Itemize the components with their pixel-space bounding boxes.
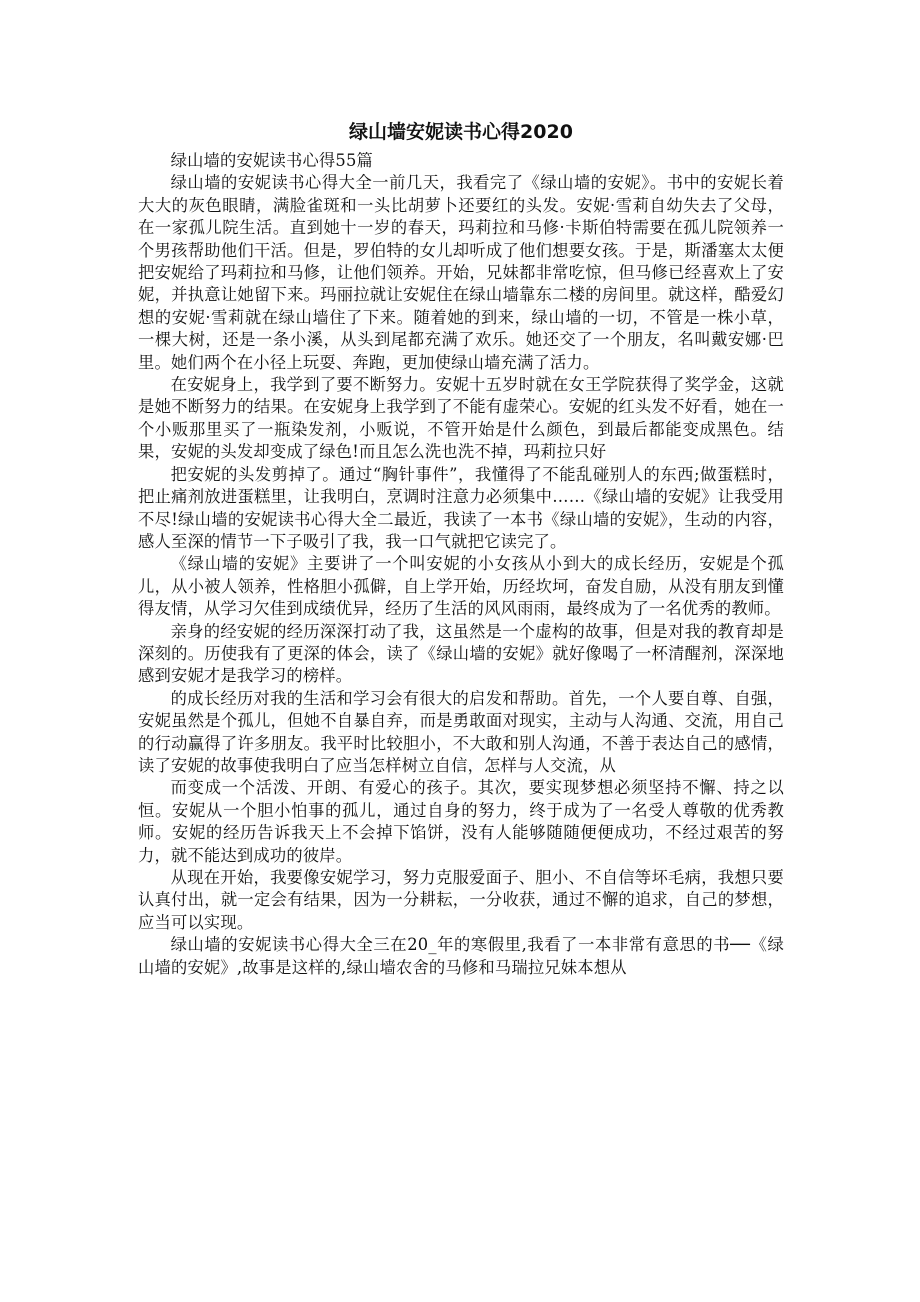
- paragraph-subtitle: 绿山墙的安妮读书心得55篇: [170, 151, 374, 170]
- paragraph: 把安妮的头发剪掉了。通过“胸针事件”，我懂得了不能乱碰别人的东西;做蛋糕时，把止痛剂放进蛋糕里，让我明白，烹调时注意力必须集中……《绿山墙的安妮》让我受用不尽!绿山墙的安妮读书心得大全二最近，我读了一本书《绿山墙的安妮》，生动的内容，感人至深的情节一下子吸引了我，我一口气就把它读完了。: [138, 464, 784, 551]
- document-page: [138, 118, 784, 979]
- paragraph: 而变成一个活泼、开朗、有爱心的孩子。其次，要实现梦想必须坚持不懈、持之以恒。安妮从一个胆小怕事的孤儿，通过自身的努力，终于成为了一名受人尊敬的优秀教师。安妮的经历告诉我天上不会掉下馅饼，没有人能够随随便便成功，不经过艰苦的努力，就不能达到成功的彼岸。: [138, 778, 784, 865]
- paragraph: 从现在开始，我要像安妮学习，努力克服爱面子、胆小、不自信等坏毛病，我想只要认真付出，就一定会有结果，因为一分耕耘，一分收获，通过不懈的追求，自己的梦想，应当可以实现。: [138, 868, 784, 932]
- paragraph: 绿山墙的安妮读书心得大全三在20_年的寒假里,我看了一本非常有意思的书──《绿山墙的安妮》,故事是这样的,绿山墙农舍的马修和马瑞拉兄妹本想从: [138, 935, 784, 977]
- paragraph: 的成长经历对我的生活和学习会有很大的启发和帮助。首先，一个人要自尊、自强，安妮虽然是个孤儿，但她不自暴自弃，而是勇敢面对现实，主动与人沟通、交流，用自己的行动赢得了许多朋友。我平时比较胆小，不大敢和别人沟通，不善于表达自己的感情，读了安妮的故事使我明白了应当怎样树立自信，怎样与人交流，从: [138, 688, 784, 775]
- document-title: 绿山墙安妮读书心得2020: [349, 121, 573, 143]
- paragraph: 在安妮身上，我学到了要不断努力。安妮十五岁时就在女王学院获得了奖学金，这就是她不断努力的结果。在安妮身上我学到了不能有虚荣心。安妮的红头发不好看，她在一个小贩那里买了一瓶染发剂，小贩说，不管开始是什么颜色，到最后都能变成黑色。结果，安妮的头发却变成了绿色!而且怎么洗也洗不掉，玛莉拉只好: [138, 375, 784, 462]
- paragraph: 亲身的经安妮的经历深深打动了我，这虽然是一个虚构的故事，但是对我的教育却是深刻的。历使我有了更深的体会，读了《绿山墙的安妮》就好像喝了一杯清醒剂，深深地感到安妮才是我学习的榜样。: [138, 621, 784, 686]
- paragraph: 《绿山墙的安妮》主要讲了一个叫安妮的小女孩从小到大的成长经历，安妮是个孤儿，从小被人领养，性格胆小孤僻，自上学开始，历经坎坷，奋发自励，从没有朋友到懂得友情，从学习欠佳到成绩优异，经历了生活的风风雨雨，最终成为了一名优秀的教师。: [138, 554, 784, 619]
- paragraph: 绿山墙的安妮读书心得大全一前几天，我看完了《绿山墙的安妮》。书中的安妮长着大大的灰色眼睛，满脸雀斑和一头比胡萝卜还要红的头发。安妮·雪莉自幼失去了父母，在一家孤儿院生活。直到她十一岁的春天，玛莉拉和马修·卡斯伯特需要在孤儿院领养一个男孩帮助他们干活。但是，罗伯特的女儿却听成了他们想要女孩。于是，斯潘塞太太便把安妮给了玛莉拉和马修，让他们领养。开始，兄妹都非常吃惊，但马修已经喜欢上了安妮，并执意让她留下来。玛丽拉就让安妮住在绿山墙靠东二楼的房间里。就这样，酷爱幻想的安妮·雪莉就在绿山墙住了下来。随着她的到来，绿山墙的一切，不管是一株小草，一棵大树，还是一条小溪，从头到尾都充满了欢乐。她还交了一个朋友，名叫戴安娜·巴里。她们两个在小径上玩耍、奔跑，更加使绿山墙充满了活力。: [138, 173, 784, 372]
